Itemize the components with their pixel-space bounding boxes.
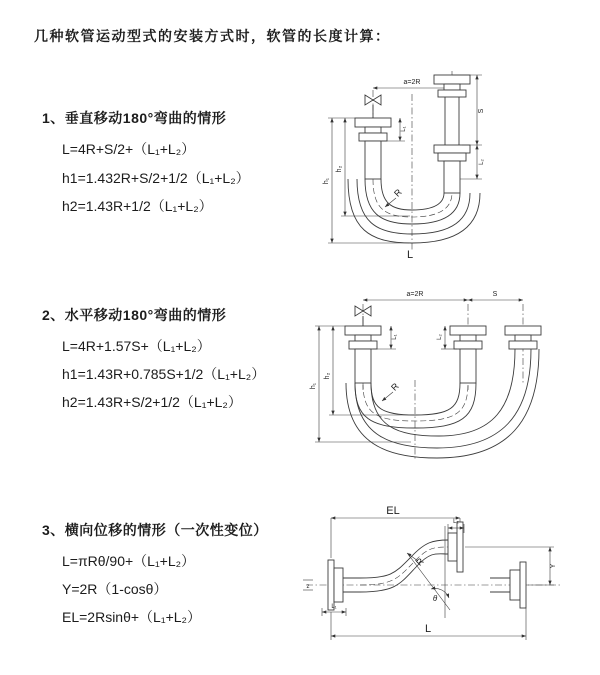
centerlines (373, 71, 452, 252)
label-h1: h₁ (323, 177, 330, 185)
label-h2: h₂ (336, 165, 343, 173)
left-braided-hose (355, 349, 371, 383)
centerlines (363, 304, 523, 460)
left-flange (345, 326, 381, 349)
label-l1: L₁ (392, 334, 398, 340)
right-flange (505, 326, 541, 349)
radius-arrow (382, 392, 393, 401)
left-flange (355, 118, 391, 141)
upper-right-flange (448, 522, 463, 572)
label-a2r: a=2R (406, 291, 424, 298)
label-z: z (306, 584, 310, 590)
section-3-heading: 3、横向位移的情形（一次性变位） (42, 522, 268, 538)
section-3-formula-L: L=πRθ/90+（L₁+L₂） (62, 553, 196, 569)
label-h2: h₂ (324, 372, 331, 380)
section-1-formula-L: L=4R+S/2+（L₁+L₂） (62, 141, 196, 157)
hose-s-curve (360, 540, 448, 592)
valve-icon (365, 95, 381, 118)
diagram-lateral-displacement (298, 496, 578, 661)
label-r: R (389, 381, 401, 393)
label-a2r: a=2R (403, 79, 421, 86)
label-l2: L₂ (453, 519, 459, 525)
middle-braided-hose (460, 349, 476, 383)
label-l1: L₁ (331, 604, 337, 610)
label-r: R (414, 556, 426, 568)
right-braided-hose (444, 161, 460, 193)
section-3-formula-Y: Y=2R（1-cosθ） (62, 581, 168, 597)
label-l2: L₂ (437, 334, 443, 340)
page-title: 几种软管运动型式的安装方式时，软管的长度计算： (34, 28, 391, 44)
dimension-y (465, 547, 554, 585)
label-l1: L₁ (401, 126, 407, 132)
section-2-heading: 2、水平移动180°弯曲的情形 (42, 307, 227, 323)
hose-arcs (346, 349, 539, 458)
left-braided-hose (365, 141, 381, 179)
label-r: R (392, 187, 404, 199)
label-h1: h₁ (310, 382, 317, 390)
dimension-el (331, 518, 460, 558)
diagram-horizontal-180-bend (305, 280, 555, 465)
label-l2: L₂ (479, 159, 485, 165)
section-1-formula-h1: h1=1.432R+S/2+1/2（L₁+L₂） (62, 170, 250, 186)
label-theta: θ (432, 594, 438, 603)
label-y: Y (550, 563, 557, 569)
section-1-formula-h2: h2=1.43R+1/2（L₁+L₂） (62, 198, 213, 214)
section-2-formula-h2: h2=1.43R+S/2+1/2（L₁+L₂） (62, 394, 242, 410)
label-l: L (406, 249, 414, 261)
middle-flange (450, 326, 486, 349)
section-2-formula-L: L=4R+1.57S+（L₁+L₂） (62, 338, 211, 354)
section-1-heading: 1、垂直移动180°弯曲的情形 (42, 110, 227, 126)
label-s: S (478, 108, 485, 114)
label-l: L (424, 623, 432, 635)
section-2-formula-h1: h1=1.43R+0.785S+1/2（L₁+L₂） (62, 366, 266, 382)
label-el: EL (386, 505, 400, 517)
section-3-formula-EL: EL=2Rsinθ+（L₁+L₂） (62, 609, 201, 625)
diagram-vertical-180-bend (312, 66, 512, 266)
radius-arrow (385, 198, 396, 207)
label-s: S (492, 291, 498, 298)
